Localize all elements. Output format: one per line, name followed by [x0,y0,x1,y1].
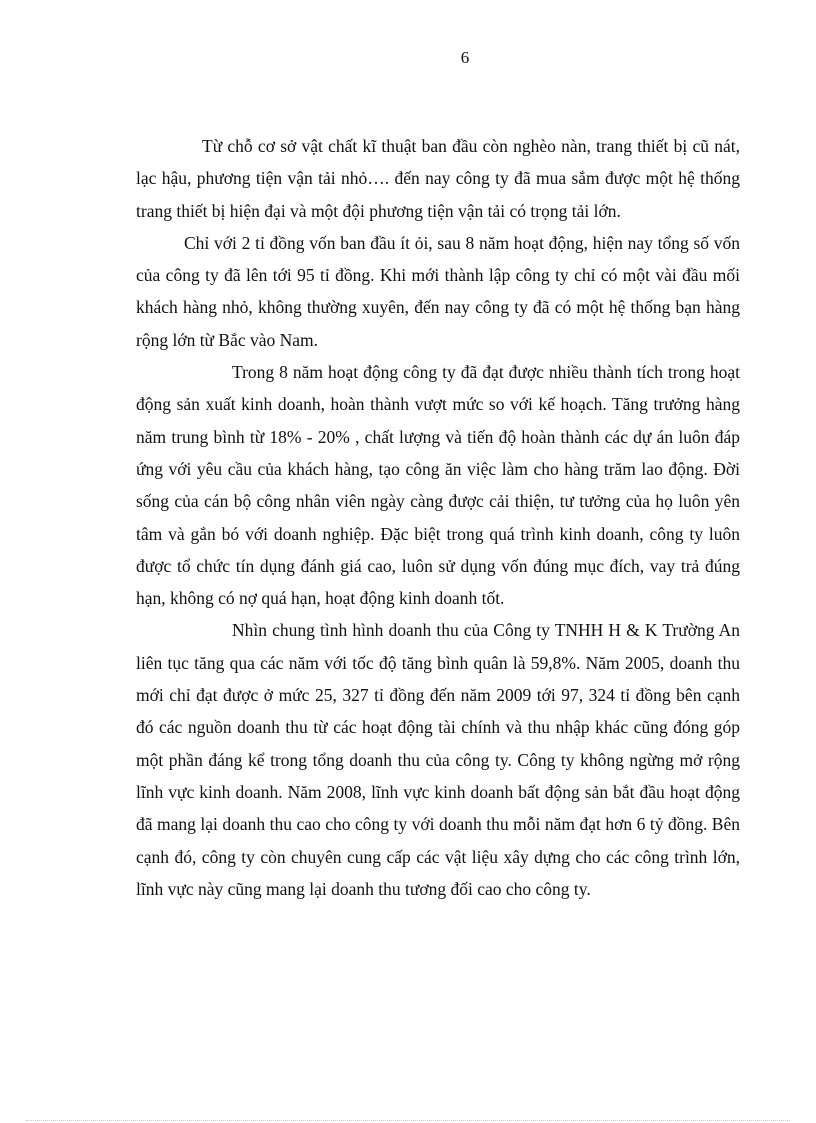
paragraph-revenue: Nhìn chung tình hình doanh thu của Công ty TNHH H & K Trường An liên tục tăng qua các năm với tốc độ tăng bình quân là 59,8%. Năm 2005, doanh thu mới chỉ đạt được ở mức 25, 327 tỉ đồng đến năm 2009 tới 97, 324 tỉ đồng bên cạnh đó các nguồn doanh thu từ các hoạt động tài chính và thu nhập khác cũng đóng góp một phần đáng kể trong tổng doanh thu của công ty. Công ty không ngừng mở rộng lĩnh vực kinh doanh. Năm 2008, lĩnh vực kinh doanh bất động sản bắt đầu hoạt động đã mang lại doanh thu cao cho công ty với doanh thu mỗi năm đạt hơn 6 tỷ đồng. Bên cạnh đó, công ty còn chuyên cung cấp các vật liệu xây dựng cho các công trình lớn, lĩnh vực này cũng mang lại doanh thu tương đối cao cho công ty. [136,620,740,899]
document-body [136,130,740,905]
page-bottom-divider [26,1120,790,1121]
page-number: 6 [460,48,470,67]
paragraph-facilities: Từ chỗ cơ sở vật chất kĩ thuật ban đầu còn nghèo nàn, trang thiết bị cũ nát, lạc hậu, phương tiện vận tải nhỏ…. đến nay công ty đã mua sắm được một hệ thống trang thiết bị hiện đại và một đội phương tiện vận tải có trọng tải lớn. [136,136,740,221]
paragraph-achievements: Trong 8 năm hoạt động công ty đã đạt được nhiều thành tích trong hoạt động sản xuất kinh doanh, hoàn thành vượt mức so với kế hoạch. Tăng trưởng hàng năm trung bình từ 18% - 20% , chất lượng và tiến độ hoàn thành các dự án luôn đáp ứng với yêu cầu của khách hàng, tạo công ăn việc làm cho hàng trăm lao động. Đời sống của cán bộ công nhân viên ngày càng được cải thiện, tư tưởng của họ luôn yên tâm và gắn bó với doanh nghiệp. Đặc biệt trong quá trình kinh doanh, công ty luôn được tổ chức tín dụng đánh giá cao, luôn sử dụng vốn đúng mục đích, vay trả đúng hạn, không có nợ quá hạn, hoạt động kinh doanh tốt. [136,362,740,609]
paragraph-capital: Chỉ với 2 tỉ đồng vốn ban đầu ít ỏi, sau 8 năm hoạt động, hiện nay tổng số vốn của công ty đã lên tới 95 tỉ đồng. Khi mới thành lập công ty chỉ có một vài đầu mối khách hàng nhỏ, không thường xuyên, đến nay công ty đã có một hệ thống bạn hàng rộng lớn từ Bắc vào Nam. [136,232,740,350]
